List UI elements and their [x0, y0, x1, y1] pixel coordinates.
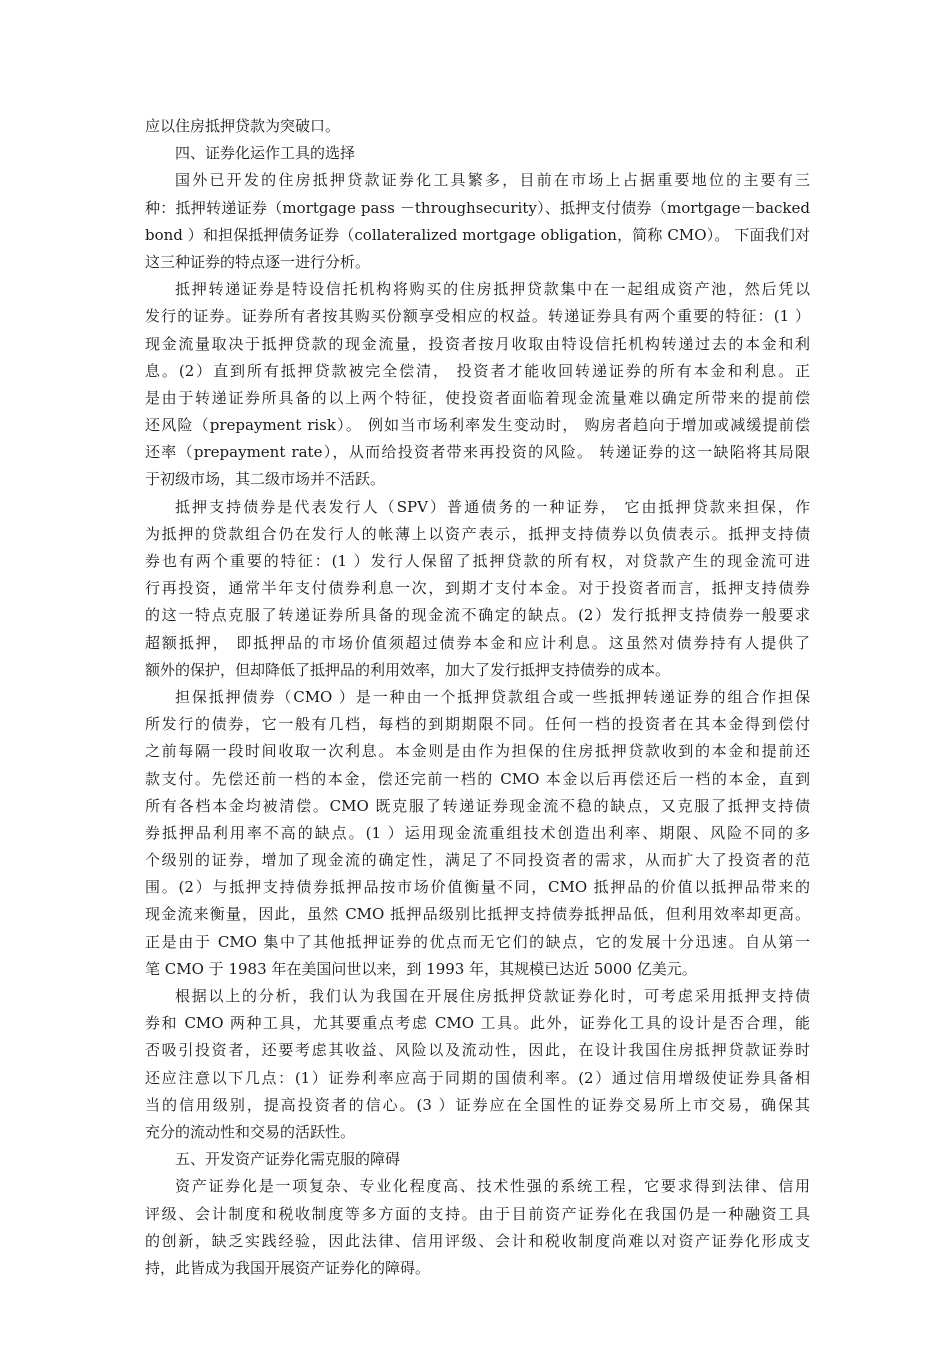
text-line: 的创新，缺乏实践经验，因此法律、信用评级、会计和税收制度尚难以对资产证券化形成支 — [145, 1231, 810, 1250]
text-line: 种：抵押转递证券（mortgage pass －throughsecurity）、抵押支付债券（mortgage－backed — [145, 198, 810, 217]
text-line: 四、证券化运作工具的选择 — [175, 144, 356, 163]
text-line: 券也有两个重要的特征：(1 ）发行人保留了抵押贷款的所有权，对贷款产生的现金流可进 — [145, 552, 810, 570]
text-line: bond ）和担保抵押债务证券（collateralized mortgage obligation，简称 CMO）。 下面我们对 — [145, 225, 810, 244]
text-line: 抵押支持债券是代表发行人（SPV）普通债务的一种证券， 它由抵押贷款来担保，作 — [175, 497, 810, 516]
text-line: 行再投资，通常半年支付债券利息一次，到期才支付本金。对于投资者而言，抵押支持债券 — [145, 579, 810, 598]
text-line: 资产证券化是一项复杂、专业化程度高、技术性强的系统工程，它要求得到法律、信用 — [175, 1177, 810, 1196]
text-line: 现金流量取决于抵押贷款的现金流量，投资者按月收取由特设信托机构转递过去的本金和利 — [145, 334, 810, 353]
text-line: 额外的保护，但却降低了抵押品的利用效率，加大了发行抵押支持债券的成本。 — [145, 660, 671, 679]
text-line: 息。(2）直到所有抵押贷款被完全偿清， 投资者才能收回转递证券的所有本金和利息。正 — [145, 361, 810, 380]
text-line: 所发行的债券，它一般有几档，每档的到期期限不同。任何一档的投资者在其本金得到偿付 — [145, 715, 810, 734]
text-line: 评级、会计制度和税收制度等多方面的支持。由于目前资产证券化在我国仍是一种融资工具 — [145, 1204, 810, 1223]
text-line: 所有各档本金均被清偿。CMO 既克服了转递证券现金流不稳的缺点，又克服了抵押支持债 — [145, 796, 810, 815]
text-line: 笔 CMO 于 1983 年在美国问世以来，到 1993 年，其规模已达近 5000 亿美元。 — [145, 959, 697, 978]
text-line: 券和 CMO 两种工具，尤其要重点考虑 CMO 工具。此外，证券化工具的设计是否合理，能 — [145, 1014, 810, 1033]
text-line: 围。(2）与抵押支持债券抵押品按市场价值衡量不同，CMO 抵押品的价值以抵押品带来的 — [145, 878, 810, 897]
text-line: 抵押转递证券是特设信托机构将购买的住房抵押贷款集中在一起组成资产池，然后凭以 — [175, 280, 810, 299]
text-line: 充分的流动性和交易的活跃性。 — [145, 1122, 356, 1141]
text-line: 应以住房抵押贷款为突破口。 — [145, 117, 341, 135]
document-page — [145, 113, 810, 1282]
text-line: 是由于转递证券所具备的以上两个特征，使投资者面临着现金流量难以确定所带来的提前偿 — [145, 388, 810, 407]
text-line: 超额抵押， 即抵押品的市场价值须超过债券本金和应计利息。这虽然对债券持有人提供了 — [145, 633, 810, 652]
text-line: 这三种证券的特点逐一进行分析。 — [145, 252, 371, 271]
text-line: 正是由于 CMO 集中了其他抵押证券的优点而无它们的缺点，它的发展十分迅速。自从第一 — [145, 932, 810, 951]
text-line: 现金流来衡量，因此，虽然 CMO 抵押品级别比抵押支持债券抵押品低，但利用效率却更高。 — [145, 905, 810, 924]
text-line: 根据以上的分析，我们认为我国在开展住房抵押贷款证券化时，可考虑采用抵押支持债 — [175, 987, 810, 1005]
text-line: 的这一特点克服了转递证券所具备的现金流不确定的缺点。(2）发行抵押支持债券一般要求 — [145, 606, 810, 625]
text-line: 款支付。先偿还前一档的本金，偿还完前一档的 CMO 本金以后再偿还后一档的本金，直到 — [145, 769, 810, 788]
text-line: 还风险（prepayment risk）。 例如当市场利率发生变动时， 购房者趋向于增加或减缓提前偿 — [145, 416, 810, 435]
text-line: 担保抵押债券（CMO ）是一种由一个抵押贷款组合或一些抵押转递证券的组合作担保 — [175, 687, 810, 706]
text-line: 还应注意以下几点：(1）证券利率应高于同期的国债利率。(2）通过信用增级使证券具备相 — [145, 1068, 810, 1087]
text-line: 之前每隔一段时间收取一次利息。本金则是由作为担保的住房抵押贷款收到的本金和提前还 — [145, 742, 810, 761]
text-line: 券抵押品利用率不高的缺点。(1 ）运用现金流重组技术创造出利率、期限、风险不同的多 — [145, 823, 810, 842]
text-line: 还率（prepayment rate），从而给投资者带来再投资的风险。 转递证券的这一缺陷将其局限 — [145, 443, 810, 462]
text-line: 个级别的证券，增加了现金流的确定性，满足了不同投资者的需求，从而扩大了投资者的范 — [145, 851, 810, 870]
text-line: 为抵押的贷款组合仍在发行人的帐薄上以资产表示，抵押支持债券以负债表示。抵押支持债 — [145, 524, 810, 543]
text-line: 于初级市场，其二级市场并不活跃。 — [145, 470, 386, 489]
text-line: 否吸引投资者，还要考虑其收益、风险以及流动性，因此，在设计我国住房抵押贷款证券时 — [145, 1041, 810, 1060]
text-line: 五、开发资产证券化需克服的障碍 — [175, 1150, 401, 1169]
text-line: 发行的证券。证券所有者按其购买份额享受相应的权益。转递证券具有两个重要的特征：(1 ） — [145, 307, 810, 326]
text-line: 当的信用级别，提高投资者的信心。(3 ）证券应在全国性的证券交易所上市交易，确保其 — [145, 1095, 810, 1114]
text-line: 持，此皆成为我国开展资产证券化的障碍。 — [145, 1258, 431, 1277]
text-line: 国外已开发的住房抵押贷款证券化工具繁多，目前在市场上占据重要地位的主要有三 — [175, 171, 810, 190]
